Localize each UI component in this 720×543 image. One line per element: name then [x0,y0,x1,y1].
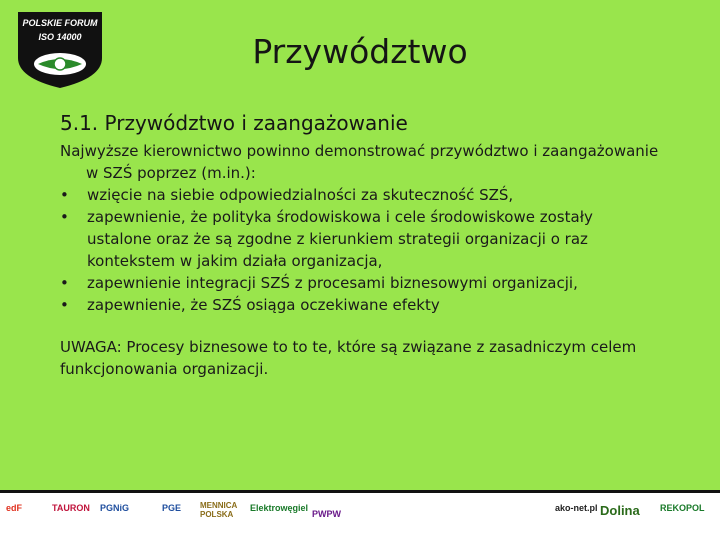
list-item: • zapewnienie integracji SZŚ z procesami biznesowymi organizacji, [60,274,578,292]
note-text: UWAGA: Procesy biznesowe to to te, które są związane z zasadniczym celem funkcjonowania organizacji. [60,338,637,378]
sponsor-ako-logo: ako-net.pl [555,503,598,513]
sponsor-dolina-logo: Dolina [600,503,640,518]
bullet-icon: • [60,296,69,314]
sponsor-edf-logo: edF [6,503,23,513]
content-body [60,140,660,380]
bullet-icon: • [60,186,69,204]
sponsor-rekopol-logo: REKOPOL [660,503,705,513]
sponsor-mennica-logo: MENNICA POLSKA [200,501,238,519]
bullet-icon: • [60,208,69,226]
sponsor-elektrowegiel-logo: Elektrowęgiel [250,503,309,513]
sponsor-pgnig-logo: PGNiG [100,503,130,513]
logo-line1: POLSKIE FORUM [22,18,98,28]
list-item: • zapewnienie, że SZŚ osiąga oczekiwane efekty [60,296,440,314]
sponsor-tauron-logo: TAURON [52,503,90,513]
bullet-icon: • [60,274,69,292]
sponsor-pge-logo: PGE [162,503,182,513]
sponsor-footer [0,490,720,543]
list-item: • wzięcie na siebie odpowiedzialności za skuteczność SZŚ, [60,186,514,204]
list-item: • zapewnienie, że polityka środowiskowa i cele środowiskowe zostały ustalone oraz że są zgodne z kierunkiem strategii organizacji o raz kontekstem w jakim działa organizacja, [60,208,593,270]
section-subtitle: 5.1. Przywództwo i zaangażowanie [60,111,408,135]
logo-line2: ISO 14000 [38,32,82,42]
sponsor-pwpw-logo: PWPW [312,509,341,519]
page-title: Przywództwo [252,32,468,71]
bullet-list [60,184,660,316]
intro-text: Najwyższe kierownictwo powinno demonstrować przywództwo i zaangażowanie w SZŚ poprzez (m.in.): [60,142,659,182]
